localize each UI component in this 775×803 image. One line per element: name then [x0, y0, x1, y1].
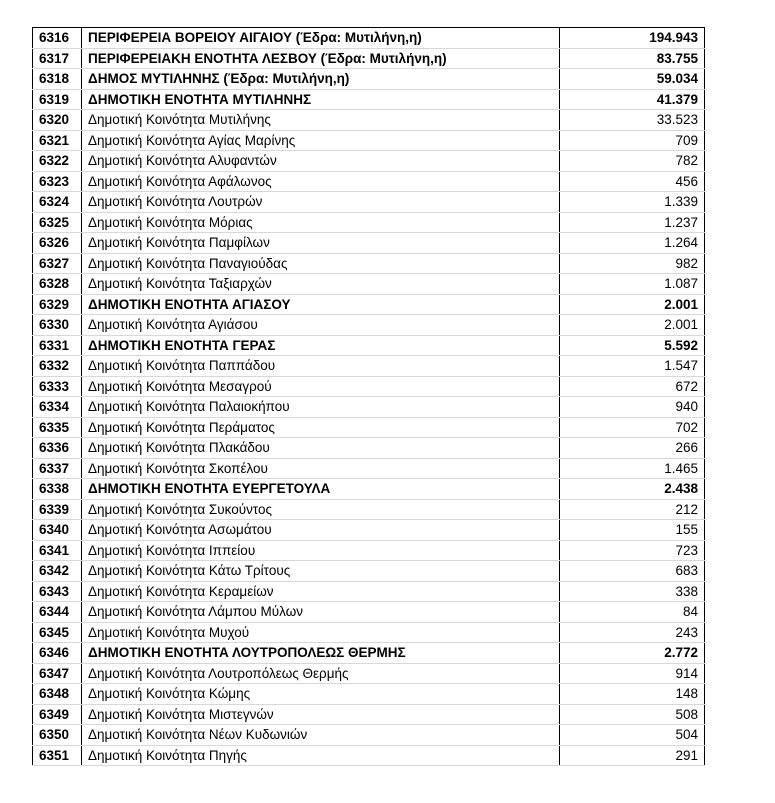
- table-row: [33, 438, 705, 459]
- row-name-cell: Δημοτική Κοινότητα Κώμης: [82, 684, 560, 705]
- row-code-cell: 6349: [33, 704, 82, 725]
- row-population-cell: 194.943: [560, 28, 705, 49]
- table-row: [33, 397, 705, 418]
- row-name-cell: Δημοτική Κοινότητα Μόριας: [82, 212, 560, 233]
- row-population-cell: 982: [560, 253, 705, 274]
- row-population-cell: 782: [560, 151, 705, 172]
- table-row: [33, 356, 705, 377]
- row-code-cell: 6340: [33, 520, 82, 541]
- row-code-cell: 6326: [33, 233, 82, 254]
- row-population-cell: 914: [560, 663, 705, 684]
- row-name-cell: Δημοτική Κοινότητα Αγιάσου: [82, 315, 560, 336]
- row-name-cell: Δημοτική Κοινότητα Παλαιοκήπου: [82, 397, 560, 418]
- table-row: [33, 499, 705, 520]
- table-row: [33, 561, 705, 582]
- row-name-cell: ΔΗΜΟΤΙΚΗ ΕΝΟΤΗΤΑ ΓΕΡΑΣ: [82, 335, 560, 356]
- row-code-cell: 6327: [33, 253, 82, 274]
- population-table: [32, 27, 705, 766]
- row-name-cell: Δημοτική Κοινότητα Παναγιούδας: [82, 253, 560, 274]
- row-code-cell: 6350: [33, 725, 82, 746]
- row-population-cell: 508: [560, 704, 705, 725]
- row-population-cell: 672: [560, 376, 705, 397]
- row-population-cell: 2.001: [560, 294, 705, 315]
- table-row: [33, 622, 705, 643]
- row-name-cell: Δημοτική Κοινότητα Πλακάδου: [82, 438, 560, 459]
- table-row: [33, 48, 705, 69]
- row-population-cell: 338: [560, 581, 705, 602]
- row-population-cell: 723: [560, 540, 705, 561]
- row-code-cell: 6334: [33, 397, 82, 418]
- row-code-cell: 6337: [33, 458, 82, 479]
- row-code-cell: 6320: [33, 110, 82, 131]
- table-row: [33, 663, 705, 684]
- row-code-cell: 6330: [33, 315, 82, 336]
- row-population-cell: 212: [560, 499, 705, 520]
- row-name-cell: ΔΗΜΟΤΙΚΗ ΕΝΟΤΗΤΑ ΑΓΙΑΣΟΥ: [82, 294, 560, 315]
- row-population-cell: 291: [560, 745, 705, 766]
- row-name-cell: Δημοτική Κοινότητα Λουτρών: [82, 192, 560, 213]
- row-code-cell: 6324: [33, 192, 82, 213]
- row-name-cell: Δημοτική Κοινότητα Μεσαγρού: [82, 376, 560, 397]
- row-name-cell: Δημοτική Κοινότητα Κεραμείων: [82, 581, 560, 602]
- table-row: [33, 110, 705, 131]
- row-name-cell: Δημοτική Κοινότητα Αλυφαντών: [82, 151, 560, 172]
- row-population-cell: 504: [560, 725, 705, 746]
- row-name-cell: ΠΕΡΙΦΕΡΕΙΑΚΗ ΕΝΟΤΗΤΑ ΛΕΣΒΟΥ (Έδρα: Μυτιλήνη,η): [82, 48, 560, 69]
- row-population-cell: 2.001: [560, 315, 705, 336]
- table-row: [33, 233, 705, 254]
- row-name-cell: Δημοτική Κοινότητα Λάμπου Μύλων: [82, 602, 560, 623]
- row-code-cell: 6345: [33, 622, 82, 643]
- row-population-cell: 266: [560, 438, 705, 459]
- row-code-cell: 6346: [33, 643, 82, 664]
- table-row: [33, 745, 705, 766]
- row-code-cell: 6347: [33, 663, 82, 684]
- row-population-cell: 1.547: [560, 356, 705, 377]
- table-row: [33, 335, 705, 356]
- row-code-cell: 6348: [33, 684, 82, 705]
- row-population-cell: 709: [560, 130, 705, 151]
- row-name-cell: ΔΗΜΟΤΙΚΗ ΕΝΟΤΗΤΑ ΕΥΕΡΓΕΤΟΥΛΑ: [82, 479, 560, 500]
- row-code-cell: 6332: [33, 356, 82, 377]
- row-code-cell: 6339: [33, 499, 82, 520]
- row-population-cell: 155: [560, 520, 705, 541]
- row-code-cell: 6336: [33, 438, 82, 459]
- row-name-cell: Δημοτική Κοινότητα Σκοπέλου: [82, 458, 560, 479]
- row-population-cell: 243: [560, 622, 705, 643]
- row-name-cell: Δημοτική Κοινότητα Αγίας Μαρίνης: [82, 130, 560, 151]
- table-body: [33, 28, 705, 766]
- row-name-cell: Δημοτική Κοινότητα Μυτιλήνης: [82, 110, 560, 131]
- row-name-cell: Δημοτική Κοινότητα Λουτροπόλεως Θερμής: [82, 663, 560, 684]
- row-name-cell: ΠΕΡΙΦΕΡΕΙΑ ΒΟΡΕΙΟΥ ΑΙΓΑΙΟΥ (Έδρα: Μυτιλήνη,η): [82, 28, 560, 49]
- table-row: [33, 684, 705, 705]
- row-population-cell: 83.755: [560, 48, 705, 69]
- row-name-cell: Δημοτική Κοινότητα Ασωμάτου: [82, 520, 560, 541]
- row-name-cell: ΔΗΜΟΣ ΜΥΤΙΛΗΝΗΣ (Έδρα: Μυτιλήνη,η): [82, 69, 560, 90]
- row-name-cell: Δημοτική Κοινότητα Κάτω Τρίτους: [82, 561, 560, 582]
- row-population-cell: 2.772: [560, 643, 705, 664]
- row-code-cell: 6342: [33, 561, 82, 582]
- row-population-cell: 59.034: [560, 69, 705, 90]
- table-row: [33, 540, 705, 561]
- row-name-cell: Δημοτική Κοινότητα Αφάλωνος: [82, 171, 560, 192]
- row-population-cell: 33.523: [560, 110, 705, 131]
- row-name-cell: Δημοτική Κοινότητα Μυχού: [82, 622, 560, 643]
- row-population-cell: 2.438: [560, 479, 705, 500]
- table-row: [33, 417, 705, 438]
- row-code-cell: 6322: [33, 151, 82, 172]
- row-code-cell: 6338: [33, 479, 82, 500]
- table-row: [33, 192, 705, 213]
- row-name-cell: Δημοτική Κοινότητα Ιππείου: [82, 540, 560, 561]
- table-row: [33, 171, 705, 192]
- table-row: [33, 602, 705, 623]
- row-name-cell: Δημοτική Κοινότητα Παμφίλων: [82, 233, 560, 254]
- table-row: [33, 130, 705, 151]
- row-population-cell: 5.592: [560, 335, 705, 356]
- row-name-cell: Δημοτική Κοινότητα Περάματος: [82, 417, 560, 438]
- table-row: [33, 458, 705, 479]
- row-code-cell: 6325: [33, 212, 82, 233]
- row-code-cell: 6333: [33, 376, 82, 397]
- row-population-cell: 1.339: [560, 192, 705, 213]
- row-name-cell: Δημοτική Κοινότητα Μιστεγνών: [82, 704, 560, 725]
- table-row: [33, 253, 705, 274]
- row-population-cell: 1.237: [560, 212, 705, 233]
- table-row: [33, 643, 705, 664]
- row-population-cell: 84: [560, 602, 705, 623]
- row-population-cell: 1.465: [560, 458, 705, 479]
- row-name-cell: Δημοτική Κοινότητα Ταξιαρχών: [82, 274, 560, 295]
- table-row: [33, 151, 705, 172]
- table-row: [33, 294, 705, 315]
- row-code-cell: 6323: [33, 171, 82, 192]
- table-row: [33, 315, 705, 336]
- table-row: [33, 704, 705, 725]
- row-population-cell: 940: [560, 397, 705, 418]
- row-code-cell: 6318: [33, 69, 82, 90]
- row-name-cell: Δημοτική Κοινότητα Πηγής: [82, 745, 560, 766]
- row-code-cell: 6316: [33, 28, 82, 49]
- row-code-cell: 6351: [33, 745, 82, 766]
- row-code-cell: 6344: [33, 602, 82, 623]
- row-code-cell: 6343: [33, 581, 82, 602]
- row-population-cell: 148: [560, 684, 705, 705]
- table-row: [33, 274, 705, 295]
- row-code-cell: 6317: [33, 48, 82, 69]
- row-code-cell: 6331: [33, 335, 82, 356]
- row-name-cell: ΔΗΜΟΤΙΚΗ ΕΝΟΤΗΤΑ ΛΟΥΤΡΟΠΟΛΕΩΣ ΘΕΡΜΗΣ: [82, 643, 560, 664]
- row-code-cell: 6335: [33, 417, 82, 438]
- row-code-cell: 6328: [33, 274, 82, 295]
- row-name-cell: Δημοτική Κοινότητα Νέων Κυδωνιών: [82, 725, 560, 746]
- table-row: [33, 212, 705, 233]
- table-row: [33, 520, 705, 541]
- row-code-cell: 6321: [33, 130, 82, 151]
- table-row: [33, 69, 705, 90]
- row-population-cell: 1.087: [560, 274, 705, 295]
- row-name-cell: ΔΗΜΟΤΙΚΗ ΕΝΟΤΗΤΑ ΜΥΤΙΛΗΝΗΣ: [82, 89, 560, 110]
- table-row: [33, 479, 705, 500]
- row-name-cell: Δημοτική Κοινότητα Παππάδου: [82, 356, 560, 377]
- table-row: [33, 89, 705, 110]
- table-row: [33, 581, 705, 602]
- row-code-cell: 6329: [33, 294, 82, 315]
- row-population-cell: 41.379: [560, 89, 705, 110]
- row-population-cell: 683: [560, 561, 705, 582]
- row-name-cell: Δημοτική Κοινότητα Συκούντος: [82, 499, 560, 520]
- table-row: [33, 28, 705, 49]
- row-population-cell: 702: [560, 417, 705, 438]
- row-code-cell: 6319: [33, 89, 82, 110]
- row-code-cell: 6341: [33, 540, 82, 561]
- row-population-cell: 456: [560, 171, 705, 192]
- table-row: [33, 376, 705, 397]
- table-row: [33, 725, 705, 746]
- row-population-cell: 1.264: [560, 233, 705, 254]
